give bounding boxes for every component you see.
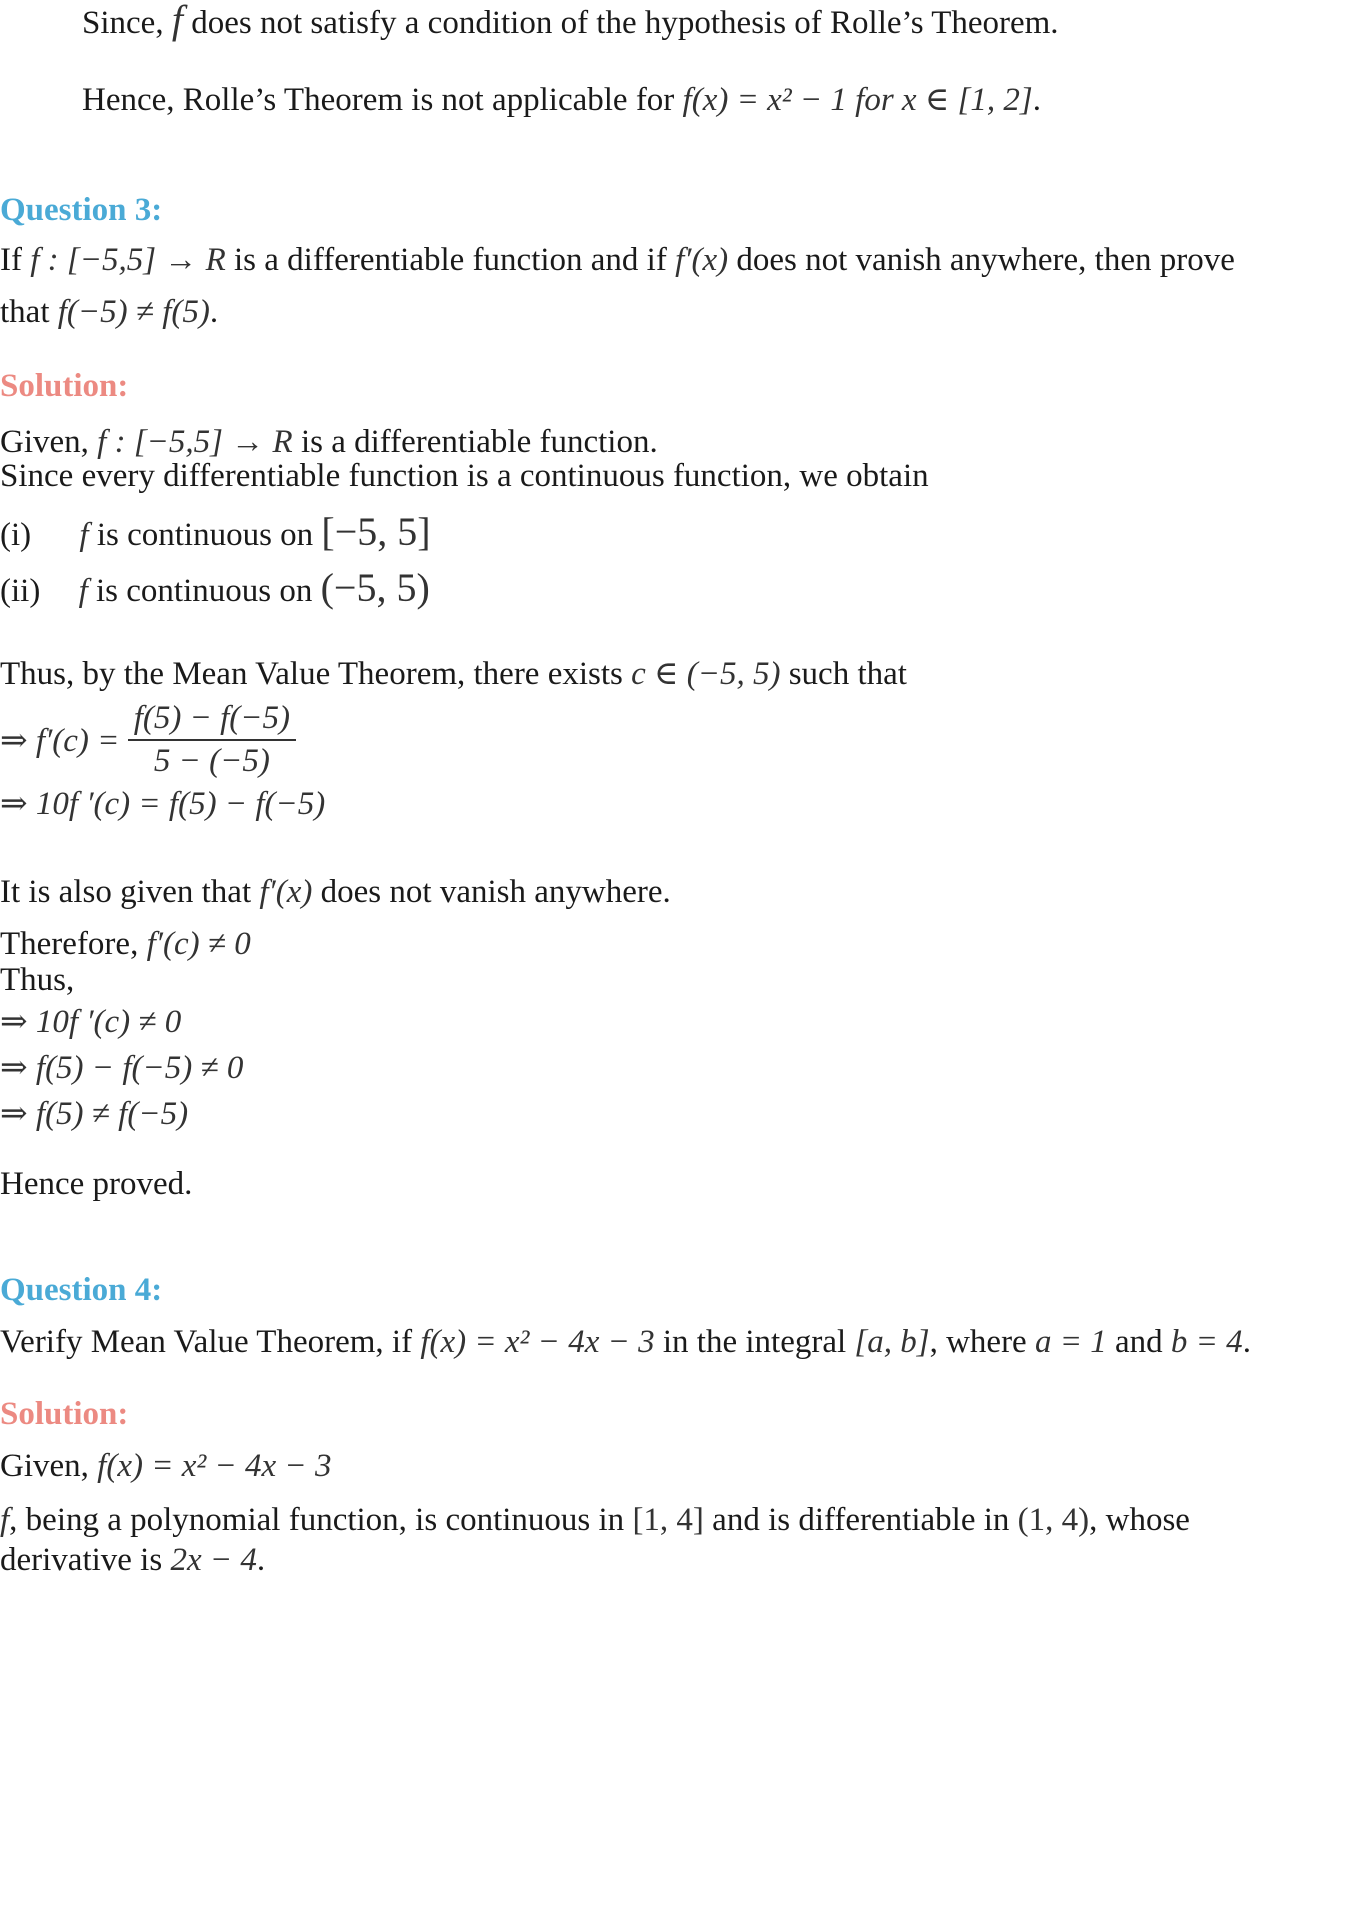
fraction: $\frac{f(5) - f(-5)}{5 - (-5)}$ [128, 700, 296, 780]
question-4-text: Verify Mean Value Theorem, if f(x) = x² − 4x − 3 in the integral [a, b], where a = 1 and b = 4. [0, 1324, 1251, 1360]
solution-4-derivative: derivative is 2x − 4. [0, 1542, 266, 1578]
math-function-domain: f : [−5,5] → R [30, 242, 226, 278]
math-rolle-function: f(x) = x² − 1 for x ∈ [1, 2] [682, 82, 1033, 118]
solution-3-step-3: ⇒ f(5) ≠ f(−5) [0, 1096, 189, 1132]
solution-3-given: Given, f : [−5,5] → R is a differentiable function. [0, 424, 658, 460]
solution-3-thus: Thus, [0, 962, 75, 998]
prev-line-2: Hence, Rolle’s Theorem is not applicable for f(x) = x² − 1 for x ∈ [1, 2]. [82, 82, 1041, 118]
math-f: f [171, 0, 183, 42]
solution-4-polynomial: f, being a polynomial function, is continuous in [1, 4] and is differentiable in (1, 4), whose [0, 1502, 1190, 1538]
question-3-text-line-2: that f(−5) ≠ f(5). [0, 294, 219, 330]
math-nonzero: f′(c) ≠ 0 [146, 926, 251, 962]
math-derivative: f′(x) [675, 242, 729, 278]
math-quadratic: f(x) = x² − 4x − 3 [97, 1448, 332, 1484]
solution-3-heading: Solution: [0, 368, 129, 404]
math-function-domain: f : [−5,5] → R [97, 424, 293, 460]
solution-3-eq-1: ⇒ f′(c) = $\frac{f(5) - f(-5)}{5 - (-5)}$ [0, 700, 296, 780]
question-3-heading: Question 3: [0, 192, 163, 228]
math-closed-interval: [−5, 5] [321, 509, 431, 554]
question-3-text-line-1: If f : [−5,5] → R is a differentiable function and if f′(x) does not vanish anywhere, then prove [0, 242, 1235, 278]
question-4-heading: Question 4: [0, 1272, 163, 1308]
math-inequality: f(−5) ≠ f(5) [57, 294, 210, 330]
math-quadratic: f(x) = x² − 4x − 3 [420, 1324, 655, 1360]
solution-3-also: It is also given that f′(x) does not vanish anywhere. [0, 874, 671, 910]
solution-3-therefore: Therefore, f′(c) ≠ 0 [0, 926, 251, 962]
math-derivative-expression: 2x − 4 [170, 1542, 257, 1578]
solution-3-step-1: ⇒ 10f ′(c) ≠ 0 [0, 1004, 182, 1040]
math-open-interval: (1, 4) [1017, 1502, 1090, 1538]
math-closed-interval: [1, 4] [632, 1502, 704, 1538]
solution-4-given: Given, f(x) = x² − 4x − 3 [0, 1448, 332, 1484]
math-derivative: f′(x) [259, 874, 313, 910]
solution-3-item-2: (ii) f is continuous on (−5, 5) [0, 565, 430, 610]
solution-3-mvt: Thus, by the Mean Value Theorem, there exists c ∈ (−5, 5) such that [0, 656, 907, 692]
solution-3-since: Since every differentiable function is a continuous function, we obtain [0, 458, 929, 494]
solution-4-heading: Solution: [0, 1396, 129, 1432]
solution-3-item-1: (i) f is continuous on [−5, 5] [0, 509, 431, 554]
solution-3-proved: Hence proved. [0, 1166, 193, 1202]
math-c-in-interval: c ∈ (−5, 5) [631, 656, 781, 692]
prev-line-1: Since, f does not satisfy a condition of the hypothesis of Rolle’s Theorem. [82, 0, 1059, 43]
math-interval-ab: [a, b] [854, 1324, 930, 1360]
solution-3-step-2: ⇒ f(5) − f(−5) ≠ 0 [0, 1050, 244, 1086]
solution-3-eq-2: ⇒ 10f ′(c) = f(5) − f(−5) [0, 786, 326, 822]
math-open-interval: (−5, 5) [320, 565, 430, 610]
